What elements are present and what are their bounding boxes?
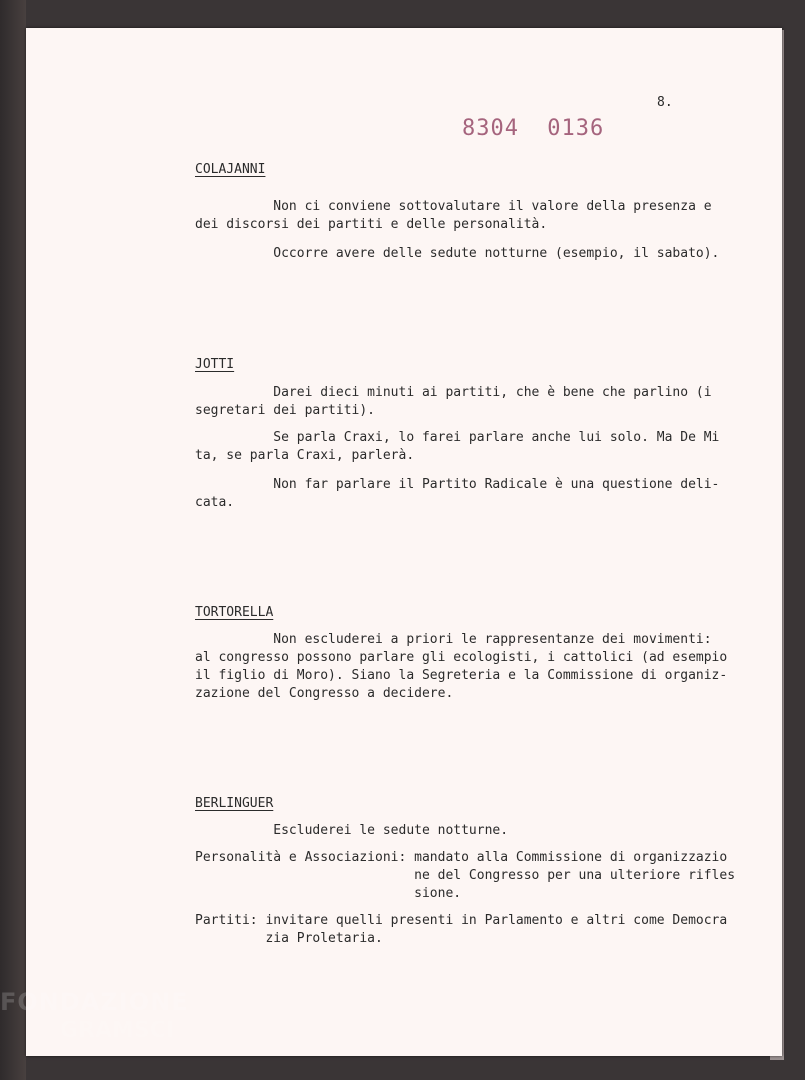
berlinguer-paragraph-3: Partiti: invitare quelli presenti in Parlamento e altri come Democra zia Proletaria.: [195, 913, 728, 946]
tortorella-paragraph-1: Non escluderei a priori le rappresentanze dei movimenti: al congresso possono parlare gli ecologisti, i cattolici (ad esempio il figlio di Moro). Siano la Segreteria e la Commissione di organiz- zazione del Congresso a decidere.: [195, 632, 728, 701]
colajanni-paragraph-1: Non ci conviene sottovalutare il valore della presenza e dei discorsi dei partiti e delle personalità.: [195, 199, 712, 232]
page-number: 8.: [657, 95, 673, 110]
watermark-logo: FONDAZIONE: [0, 988, 189, 1016]
scan-background: [0, 0, 26, 1080]
jotti-paragraph-2: Se parla Craxi, lo farei parlare anche lui solo. Ma De Mi ta, se parla Craxi, parlerà.: [195, 430, 720, 463]
speaker-colajanni: COLAJANNI: [195, 162, 266, 177]
berlinguer-paragraph-1: Escluderei le sedute notturne.: [195, 823, 509, 838]
speaker-berlinguer: BERLINGUER: [195, 796, 274, 811]
colajanni-paragraph-2: Occorre avere delle sedute notturne (esempio, il sabato).: [195, 246, 720, 261]
speaker-jotti: JOTTI: [195, 357, 235, 372]
archive-stamp: 8304 0136: [462, 116, 605, 141]
jotti-paragraph-3: Non far parlare il Partito Radicale è una questione deli- cata.: [195, 477, 720, 510]
speaker-tortorella: TORTORELLA: [195, 605, 274, 620]
berlinguer-paragraph-2: Personalità e Associazioni: mandato alla Commissione di organizzazio ne del Congresso per una ulteriore rifles sione.: [195, 850, 736, 901]
jotti-paragraph-1: Darei dieci minuti ai partiti, che è bene che parlino (i segretari dei partiti).: [195, 385, 712, 418]
watermark-logo-secondary: GRAMSCI: [60, 1018, 175, 1043]
